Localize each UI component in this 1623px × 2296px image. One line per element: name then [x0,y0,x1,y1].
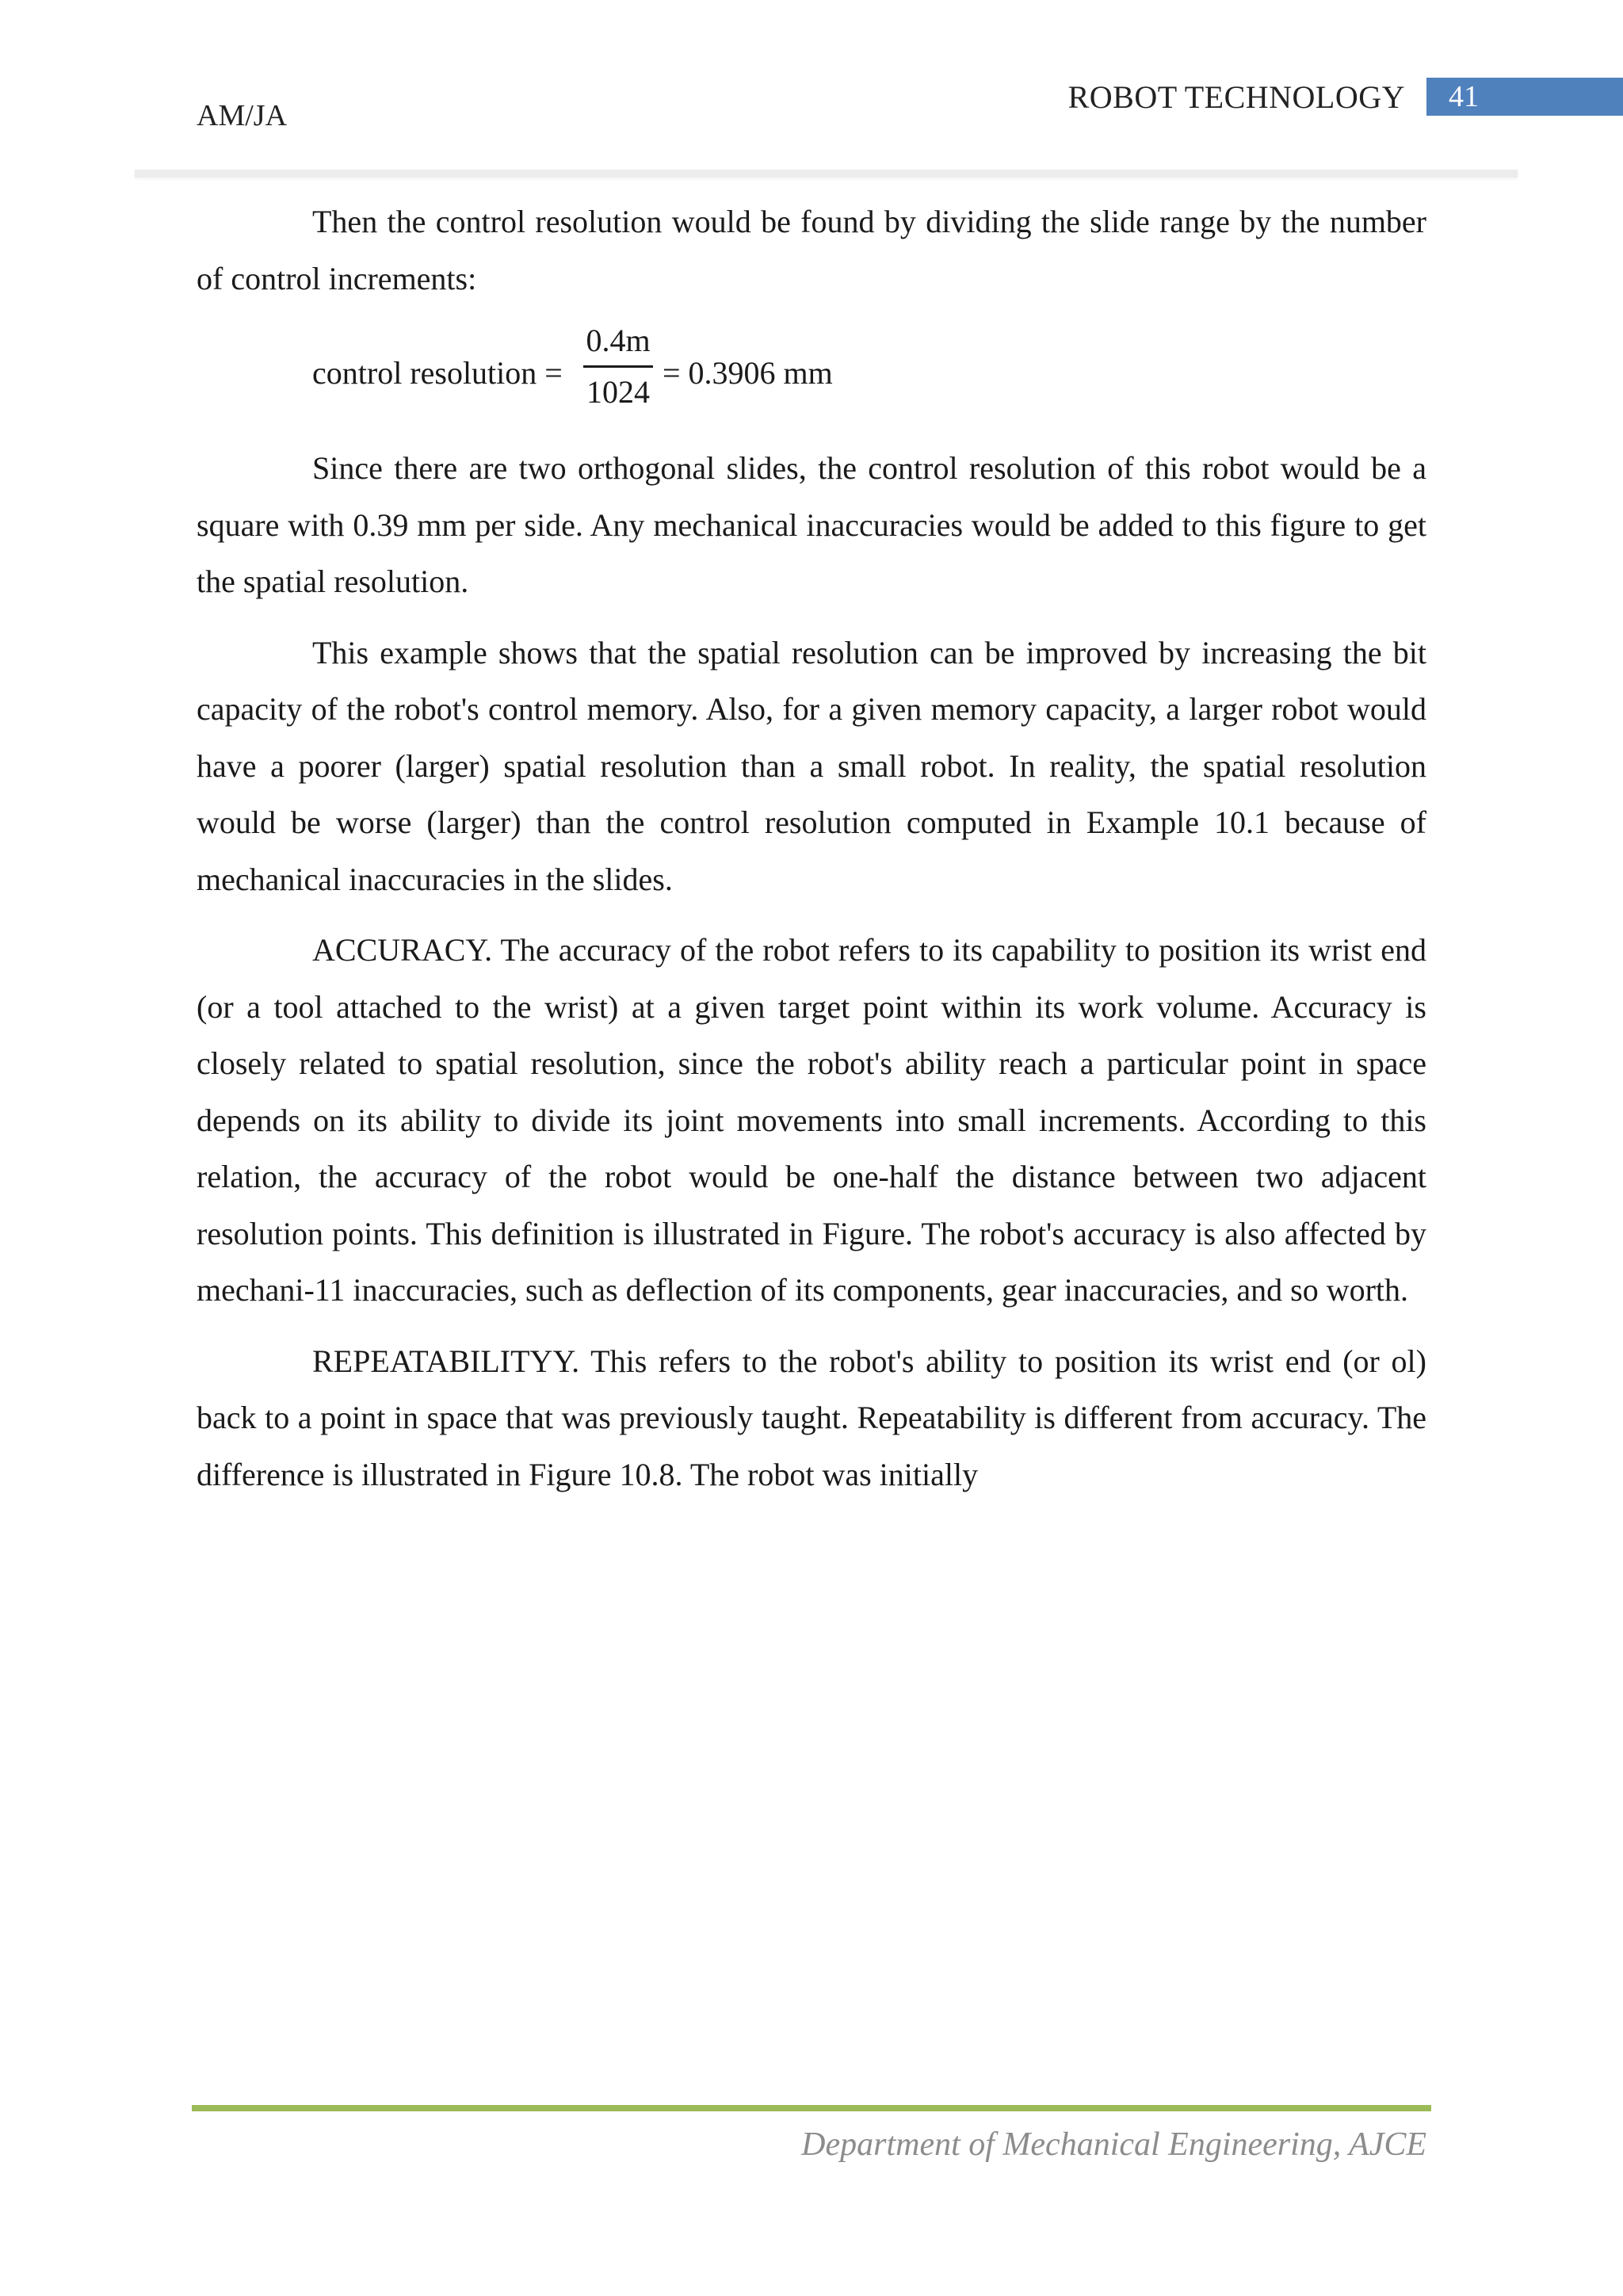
paragraph-spatial-resolution: This example shows that the spatial resolution can be improved by increasing the bit capacity of the robot's control memory. Also, for a given memory capacity, a larger robot would have a poorer (larger) spatial resolution than a small robot. In reality, the spatial resolution would be worse (larger) than the control resolution computed in Example 10.1 because of mechanical inaccuracies in the slides. [197,634,1426,897]
formula-denominator: 1024 [586,374,650,410]
formula-lhs: control resolution = [312,355,563,391]
footer-department: Department of Mechanical Engineering, AJCE [801,2126,1426,2163]
header-author-initials: AM/JA [197,99,288,132]
page-number: 41 [1449,80,1479,113]
paragraph-accuracy: ACCURACY. The accuracy of the robot refers to its capability to position its wrist end (or a tool attached to the wrist) at a given target point within its work volume. Accuracy is closely related to spatial resolution, since the robot's ability reach a particular point in space depends on its ability to divide its joint movements into small increments. According to this relation, the accuracy of the robot would be one-half the distance between two adjacent resolution points. This definition is illustrated in Figure. The robot's accuracy is also affected by mechani-11 inaccuracies, such as deflection of its components, gear inaccuracies, and so worth. [197,932,1426,1308]
formula-rhs: = 0.3906 mm [663,355,833,391]
footer-divider [192,2105,1431,2111]
page-body [197,193,1426,1517]
header-divider [135,170,1518,178]
paragraph-orthogonal-slides: Since there are two orthogonal slides, the control resolution of this robot would be a square with 0.39 mm per side. Any mechanical inaccuracies would be added to this figure to get the spatial resolution. [197,450,1426,599]
formula-fraction [579,321,658,412]
paragraph-intro: Then the control resolution would be found by dividing the slide range by the number of control increments: [197,204,1426,296]
formula-numerator: 0.4m [586,323,651,358]
page-number-badge [1426,78,1623,116]
control-resolution-formula [197,321,1426,422]
paragraph-repeatability: REPEATABILITYY. This refers to the robot's ability to position its wrist end (or ol) back to a point in space that was previously taught. Repeatability is different from accuracy. The difference is illustrated in Figure 10.8. The robot was initially [197,1343,1426,1492]
header-title: ROBOT TECHNOLOGY [1067,79,1405,115]
